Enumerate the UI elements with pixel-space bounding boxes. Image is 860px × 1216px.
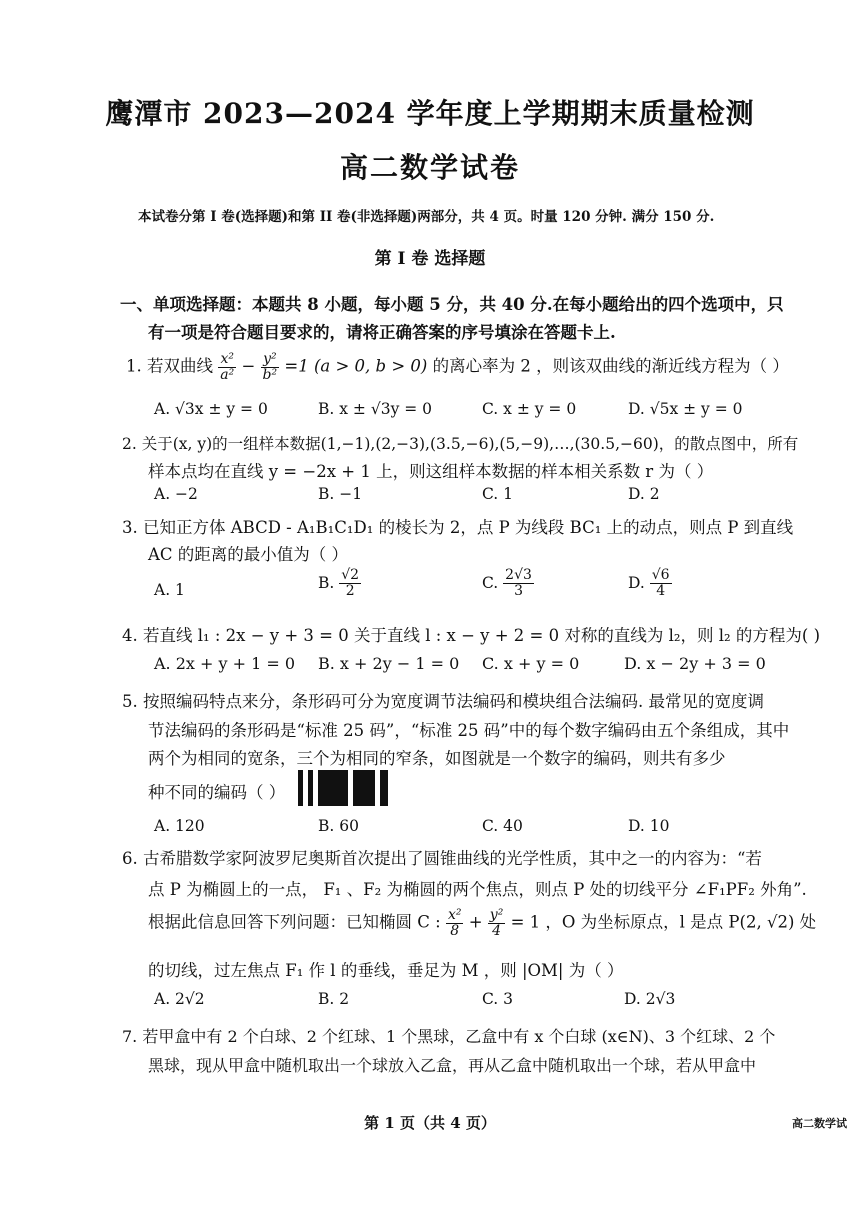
- q1-fraction-y: $\frac{\text{y²}}{\text{b²}}$: [262, 351, 278, 383]
- barcode-image: [298, 770, 402, 806]
- question-6-line1: 6. 古希腊数学家阿波罗尼奥斯首次提出了圆锥曲线的光学性质，其中之一的内容为：“若: [122, 849, 762, 868]
- q6-fraction-y: $\frac{\text{y²}}{4}$: [489, 907, 504, 939]
- q2-option-a: A. −2: [154, 485, 198, 503]
- part1-instructions-line2: 有一项是符合题目要求的，请将正确答案的序号填涂在答题卡上.: [148, 323, 616, 342]
- q6-option-a: A. 2√2: [154, 990, 205, 1008]
- q3-option-d: D. $\frac{√6}{4}$: [628, 567, 670, 599]
- q2-option-c: C. 1: [482, 485, 514, 503]
- question-6-line4: 的切线，过左焦点 F₁ 作 l 的垂线，垂足为 M ，则 |OM| 为（ ）: [148, 961, 624, 980]
- q3-option-b: B. $\frac{√2}{2}$: [318, 567, 360, 599]
- page-footer: 第 1 页（共 4 页）: [364, 1114, 496, 1132]
- question-2-line2: 样本点均在直线 y = −2x + 1 上，则这组样本数据的样本相关系数 r 为（ ）: [148, 462, 714, 481]
- question-3-line2: AC 的距离的最小值为（ ）: [148, 545, 349, 564]
- question-2-line1: 2. 关于(x, y)的一组样本数据(1,−1),(2,−3),(3.5,−6),(5,−9),…,(30.5,−60)，的散点图中，所有: [122, 435, 799, 453]
- question-7-line2: 黑球，现从甲盒中随机取出一个球放入乙盒，再从乙盒中随机取出一个球，若从甲盒中: [148, 1056, 757, 1075]
- section-title: 第 I 卷 选择题: [374, 249, 486, 269]
- question-5-line2: 节法编码的条形码是“标准 25 码”，“标准 25 码”中的每个数字编码由五个条组成，其中: [148, 721, 790, 740]
- q1-suffix: 的离心率为 2 ，则该双曲线的渐近线方程为（ ）: [432, 356, 789, 376]
- q5-option-a: A. 120: [154, 817, 205, 835]
- q3-option-b-fraction: $\frac{√2}{2}$: [341, 567, 360, 599]
- q6-option-c: C. 3: [482, 990, 514, 1008]
- q4-option-c: C. x + y = 0: [482, 654, 580, 673]
- q5-option-d: D. 10: [628, 817, 670, 835]
- q3-option-a: A. 1: [154, 581, 185, 599]
- q2-option-b: B. −1: [318, 485, 363, 503]
- question-6-line3: 根据此信息回答下列问题：已知椭圆 C : $\frac{\text{x²}}{8}$ + $\frac{\text{y²}}{4}$ = 1 ，O 为坐标原点，l 是点 P(2, √2) 处: [148, 907, 817, 939]
- q6-option-b: B. 2: [318, 990, 350, 1008]
- q1-option-a: A. √3x ± y = 0: [154, 400, 268, 418]
- question-4: 4. 若直线 l₁ : 2x − y + 3 = 0 关于直线 l : x − y + 2 = 0 对称的直线为 l₂，则 l₂ 的方程为( ): [122, 626, 821, 645]
- q1-option-c: C. x ± y = 0: [482, 400, 577, 418]
- question-6-line2: 点 P 为椭圆上的一点， F₁ 、F₂ 为椭圆的两个焦点，则点 P 处的切线平分 ∠F₁PF₂ 外角”.: [148, 880, 807, 899]
- q3-option-d-fraction: $\frac{√6}{4}$: [651, 567, 670, 599]
- q1-option-b: B. x ± √3y = 0: [318, 400, 433, 418]
- q5-option-c: C. 40: [482, 817, 523, 835]
- q1-condition: =1 (a > 0, b > 0): [284, 356, 428, 376]
- part1-instructions-line1: 一、单项选择题：本题共 8 小题，每小题 5 分，共 40 分.在每小题给出的四个选项中，只: [120, 295, 784, 314]
- q5-option-b: B. 60: [318, 817, 359, 835]
- q1-fraction-x: $\frac{\text{x²}}{\text{a²}}$: [220, 351, 235, 383]
- q6-fraction-x: $\frac{\text{x²}}{8}$: [447, 907, 462, 939]
- q3-option-c: C. $\frac{2√3}{3}$: [482, 567, 532, 599]
- q4-option-a: A. 2x + y + 1 = 0: [154, 654, 296, 673]
- question-5-line4: 种不同的编码（ ）: [148, 783, 286, 802]
- q4-option-d: D. x − 2y + 3 = 0: [624, 654, 766, 673]
- question-3-line1: 3. 已知正方体 ABCD - A₁B₁C₁D₁ 的棱长为 2，点 P 为线段 BC₁ 上的动点，则点 P 到直线: [122, 518, 794, 537]
- q3-option-c-fraction: $\frac{2√3}{3}$: [505, 567, 532, 599]
- question-1: 1. 若双曲线 $\frac{\text{x²}}{\text{a²}}$ − $\frac{\text{y²}}{\text{b²}}$ =1 (a > 0, b > 0) 的离心率为 2 ，则该双曲线的渐近线方程为（ ）: [126, 351, 789, 383]
- q1-option-d: D. √5x ± y = 0: [628, 400, 743, 418]
- question-5-line1: 5. 按照编码特点来分，条形码可分为宽度调节法编码和模块组合法编码. 最常见的宽度调: [122, 692, 764, 711]
- question-7-line1: 7. 若甲盒中有 2 个白球、2 个红球、1 个黑球，乙盒中有 x 个白球 (x∈N)、3 个红球、2 个: [122, 1027, 776, 1046]
- exam-subtitle: 高二数学试卷: [339, 151, 520, 184]
- corner-note: 高二数学试: [792, 1117, 847, 1130]
- q4-option-b: B. x + 2y − 1 = 0: [318, 654, 460, 673]
- question-5-line3: 两个为相同的宽条，三个为相同的窄条，如图就是一个数字的编码，则共有多少: [148, 749, 726, 768]
- q2-option-d: D. 2: [628, 485, 660, 503]
- q6-option-d: D. 2√3: [624, 990, 676, 1008]
- q1-prefix: 1. 若双曲线: [126, 356, 213, 376]
- exam-title: 鹰潭市 2023—2024 学年度上学期期末质量检测: [105, 97, 755, 130]
- exam-intro: 本试卷分第 I 卷(选择题)和第 II 卷(非选择题)两部分，共 4 页。时量 120 分钟. 满分 150 分.: [138, 209, 715, 225]
